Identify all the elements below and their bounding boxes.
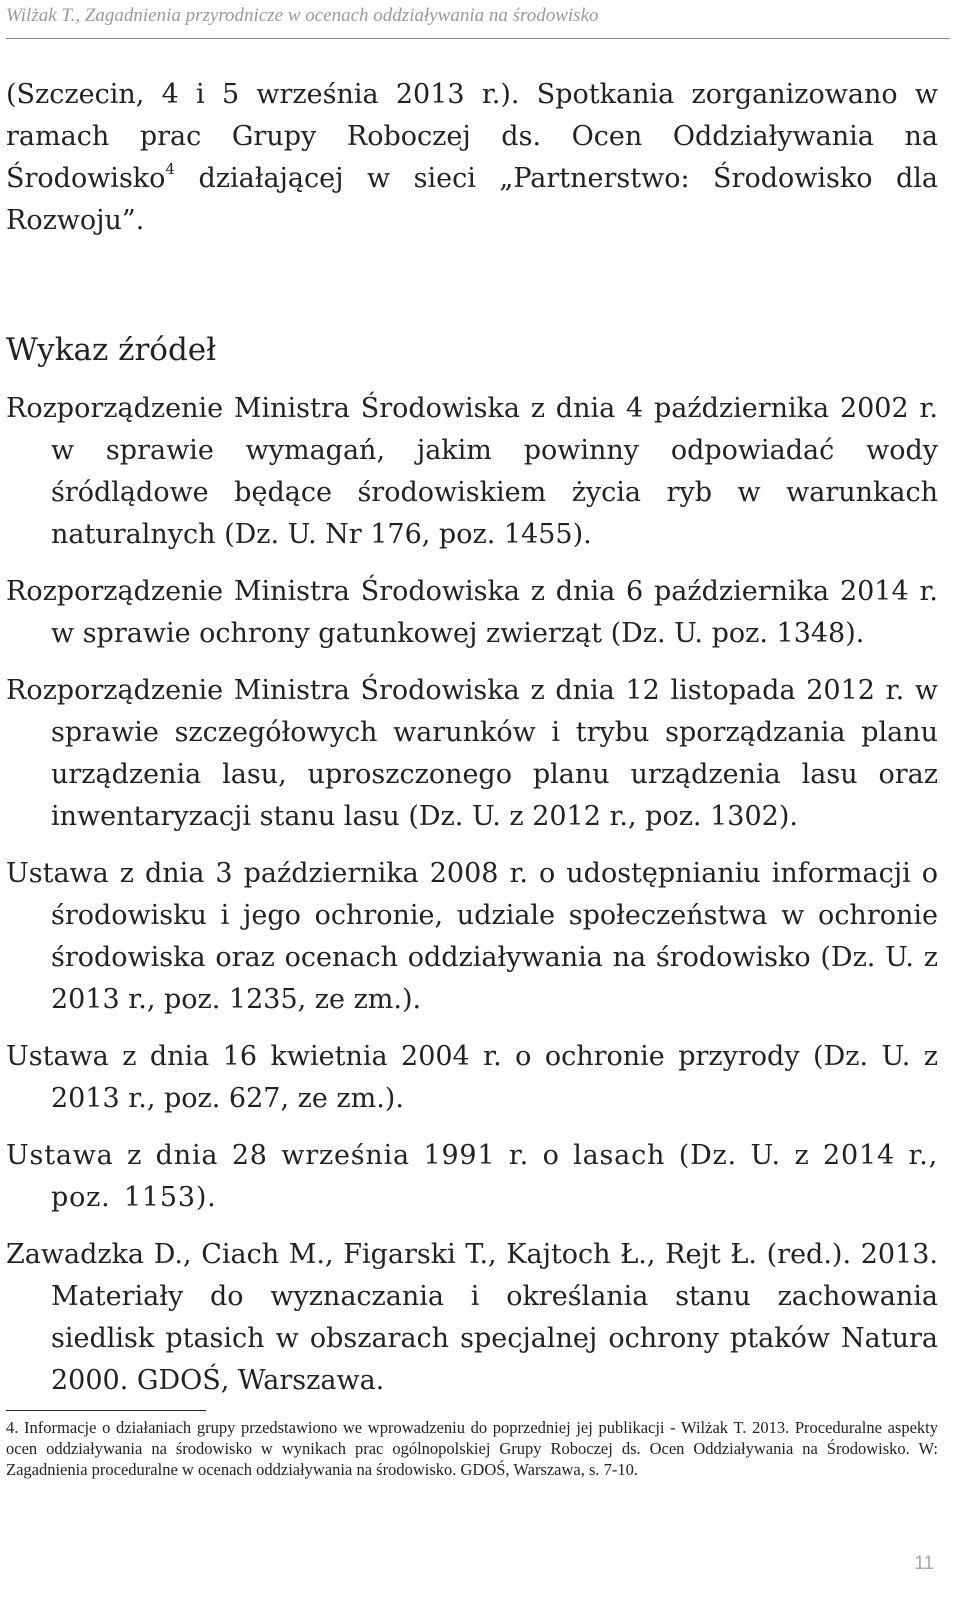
intro-text-end: działającej w sieci „Partnerstwo: Środowisko dla Rozwoju”. (6, 163, 938, 236)
footnote-marker[interactable]: 4 (165, 160, 175, 178)
main-text (6, 74, 938, 1417)
reference-item: Rozporządzenie Ministra Środowiska z dnia 4 października 2002 r. w sprawie wymagań, jakim powinny odpowiadać wody śródlądowe będące środowiskiem życia ryb w warunkach naturalnych (Dz. U. Nr 176, poz. 1455). (6, 393, 938, 550)
intro-paragraph (6, 74, 938, 242)
reference-item: Zawadzka D., Ciach M., Figarski T., Kajtoch Ł., Rejt Ł. (red.). 2013. Materiały do wyznaczania i określania stanu zachowania siedlisk ptasich w obszarach specjalnej ochrony ptaków Natura 2000. GDOŚ, Warszawa. (6, 1239, 938, 1396)
running-header: Wilżak T., Zagadnienia przyrodnicze w ocenach oddziaływania na środowisko (6, 2, 950, 39)
footnote-divider (6, 1410, 206, 1411)
page-number: 11 (914, 1553, 934, 1574)
footnotes (6, 1410, 938, 1480)
intro-text-start: (Szczecin, 4 i 5 września 2013 r.). Spotkania zorganizowano w ramach prac Grupy Roboczej ds. Ocen Oddziaływania na Środowisko (6, 79, 938, 194)
reference-item: Ustawa z dnia 3 października 2008 r. o udostępnianiu informacji o środowisku i jego ochronie, udziale społeczeństwa w ochronie środowiska oraz ocenach oddziaływania na środowisko (Dz. U. z 2013 r., poz. 1235, ze zm.). (6, 858, 938, 1015)
reference-item: Ustawa z dnia 16 kwietnia 2004 r. o ochronie przyrody (Dz. U. z 2013 r., poz. 627, ze zm.). (6, 1041, 938, 1114)
reference-item: Rozporządzenie Ministra Środowiska z dnia 12 listopada 2012 r. w sprawie szczegółowych warunków i trybu sporządzania planu urządzenia lasu, uproszczonego planu urządzenia lasu oraz inwentaryzacji stanu lasu (Dz. U. z 2012 r., poz. 1302). (6, 675, 938, 832)
reference-item: Rozporządzenie Ministra Środowiska z dnia 6 października 2014 r. w sprawie ochrony gatunkowej zwierząt (Dz. U. poz. 1348). (6, 576, 938, 649)
footnote-4: 4. Informacje o działaniach grupy przedstawiono we wprowadzeniu do poprzedniej jej publikacji - Wilżak T. 2013. Proceduralne aspekty ocen oddziaływania na środowisko w wynikach prac ogólnopolskiej Grupy Roboczej ds. Ocen Oddziaływania na Środowisko. W: Zagadnienia proceduralne w ocenach oddziaływania na środowisko. GDOŚ, Warszawa, s. 7-10. (6, 1418, 938, 1479)
section-heading: Wykaz źródeł (6, 332, 217, 368)
reference-item: Ustawa z dnia 28 września 1991 r. o lasach (Dz. U. z 2014 r., poz. 1153). (6, 1140, 938, 1213)
reference-list (6, 388, 938, 1402)
